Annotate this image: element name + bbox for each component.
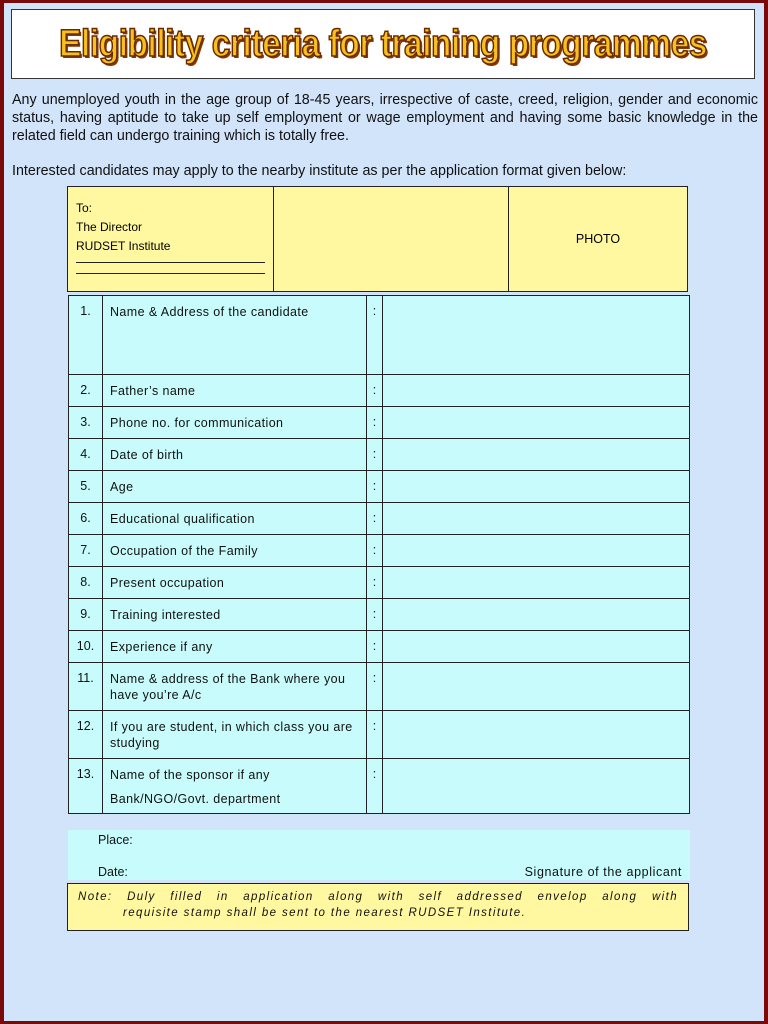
row-input[interactable]	[383, 503, 690, 535]
date-label: Date:	[98, 865, 128, 879]
signature-section	[68, 830, 690, 880]
address-photo-table	[67, 186, 688, 292]
row-number: 12.	[69, 711, 103, 759]
row-colon: :	[367, 567, 383, 599]
table-row	[69, 535, 690, 567]
row-number: 7.	[69, 535, 103, 567]
row-colon: :	[367, 631, 383, 663]
row-label: Educational qualification	[103, 503, 367, 535]
table-row	[69, 375, 690, 407]
row-colon: :	[367, 759, 383, 814]
row-input[interactable]	[383, 567, 690, 599]
row-number: 6.	[69, 503, 103, 535]
table-row	[69, 759, 690, 814]
eligibility-paragraph: Any unemployed youth in the age group of 18-45 years, irrespective of caste, creed, religion, gender and economic status, having aptitude to take up self employment or wage employment and having some basic knowledge in the related field can undergo training which is totally free.	[12, 92, 758, 144]
row-number: 1.	[69, 296, 103, 375]
table-row	[69, 631, 690, 663]
row-input[interactable]	[383, 599, 690, 631]
row-number: 11.	[69, 663, 103, 711]
place-label: Place:	[98, 833, 133, 847]
row-number: 2.	[69, 375, 103, 407]
signature-label: Signature of the applicant	[524, 865, 682, 879]
row-number: 3.	[69, 407, 103, 439]
row-colon: :	[367, 407, 383, 439]
application-form-table	[68, 295, 690, 814]
row-input[interactable]	[383, 439, 690, 471]
application-page	[4, 3, 764, 1021]
row-colon: :	[367, 663, 383, 711]
row-label: Phone no. for communication	[103, 407, 367, 439]
row-label: Experience if any	[103, 631, 367, 663]
row-label: If you are student, in which class you are studying	[103, 711, 367, 759]
row-colon: :	[367, 471, 383, 503]
photo-box[interactable]	[509, 187, 688, 292]
row-number: 13.	[69, 759, 103, 814]
note-line-2: requisite stamp shall be sent to the nearest RUDSET Institute.	[123, 907, 527, 919]
row-colon: :	[367, 439, 383, 471]
row-input[interactable]	[383, 711, 690, 759]
row-label: Date of birth	[103, 439, 367, 471]
row-label: Name & address of the Bank where you have you’re A/c	[103, 663, 367, 711]
row-number: 10.	[69, 631, 103, 663]
row-colon: :	[367, 599, 383, 631]
row-input[interactable]	[383, 535, 690, 567]
row-input[interactable]	[383, 759, 690, 814]
title-box	[11, 9, 755, 79]
table-row	[69, 407, 690, 439]
row-label: Training interested	[103, 599, 367, 631]
institute-line: RUDSET Institute	[76, 239, 171, 253]
row-number: 9.	[69, 599, 103, 631]
page-title: Eligibility criteria for training programmes	[59, 22, 707, 65]
sponsor-sub-label: Bank/NGO/Govt. department	[110, 792, 281, 806]
address-cell	[68, 187, 274, 292]
row-colon: :	[367, 535, 383, 567]
row-number: 4.	[69, 439, 103, 471]
row-number: 8.	[69, 567, 103, 599]
table-row	[69, 599, 690, 631]
row-input[interactable]	[383, 375, 690, 407]
row-label	[103, 759, 367, 814]
row-colon: :	[367, 711, 383, 759]
row-colon: :	[367, 375, 383, 407]
row-number: 5.	[69, 471, 103, 503]
blank-cell	[274, 187, 509, 292]
table-row	[69, 439, 690, 471]
row-label: Present occupation	[103, 567, 367, 599]
row-input[interactable]	[383, 631, 690, 663]
table-row	[69, 471, 690, 503]
row-label: Occupation of the Family	[103, 535, 367, 567]
photo-label: PHOTO	[575, 232, 621, 246]
row-input[interactable]	[383, 407, 690, 439]
director-line: The Director	[76, 220, 143, 234]
to-label: To:	[76, 201, 93, 215]
address-blank-line[interactable]	[76, 273, 265, 274]
row-colon: :	[367, 503, 383, 535]
row-input[interactable]	[383, 663, 690, 711]
note-line-1: Note: Duly filled in application along with self addressed envelop along with	[78, 891, 678, 903]
row-label: Father’s name	[103, 375, 367, 407]
row-input[interactable]	[383, 296, 690, 375]
row-input[interactable]	[383, 471, 690, 503]
row-label: Name & Address of the candidate	[103, 296, 367, 375]
table-row	[69, 711, 690, 759]
note-box	[67, 883, 689, 931]
row-label: Age	[103, 471, 367, 503]
application-instruction: Interested candidates may apply to the nearby institute as per the application format given below:	[12, 163, 627, 179]
row-colon: :	[367, 296, 383, 375]
table-row	[69, 503, 690, 535]
address-blank-line[interactable]	[76, 262, 265, 263]
table-row	[69, 663, 690, 711]
sponsor-label: Name of the sponsor if any	[110, 768, 270, 782]
table-row	[69, 296, 690, 375]
table-row	[69, 567, 690, 599]
